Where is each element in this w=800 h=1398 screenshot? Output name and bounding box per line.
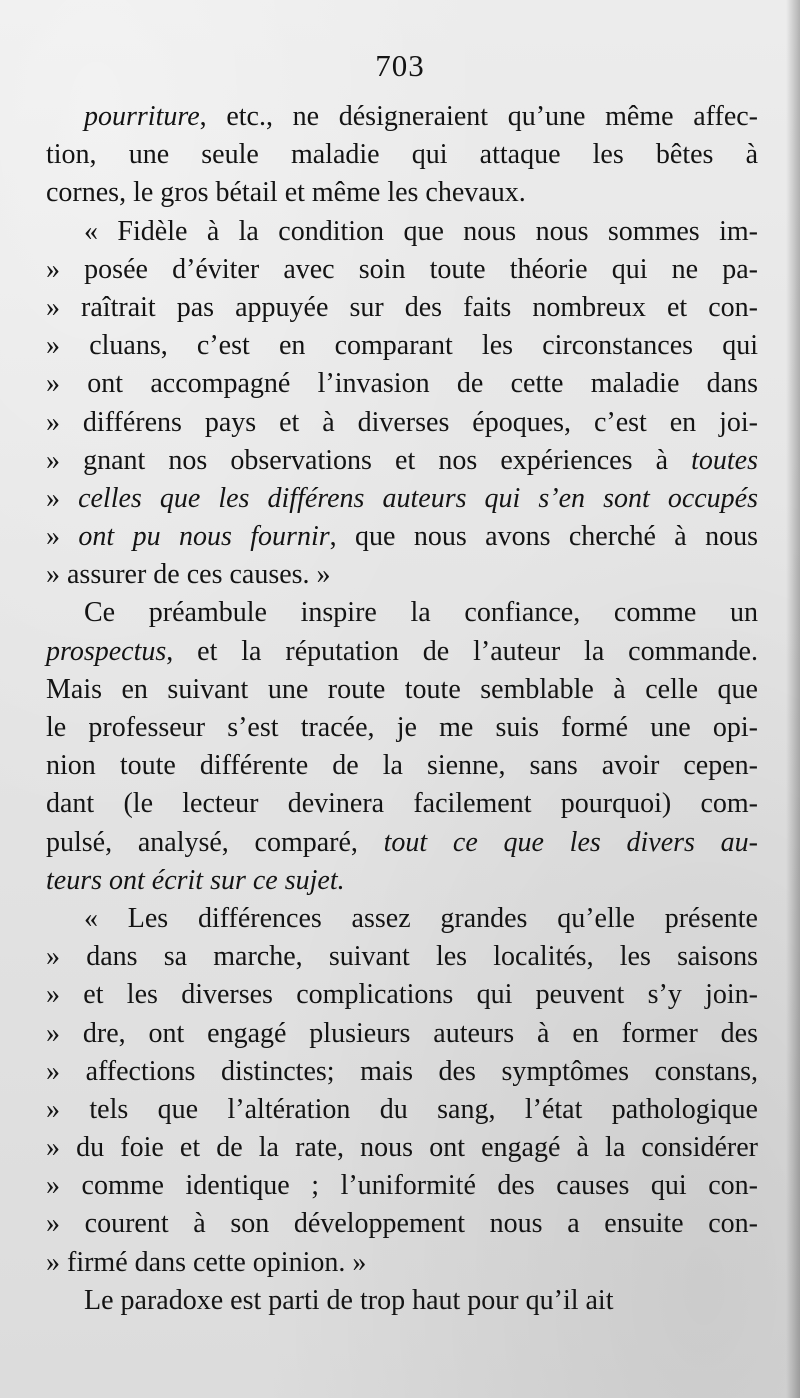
text-line: [46, 174, 758, 212]
text-line: [46, 709, 758, 747]
text-line: [46, 633, 758, 671]
text-segment: pulsé, analysé, comparé,: [46, 826, 384, 858]
text-line: [46, 594, 758, 632]
text-line: [46, 1129, 758, 1167]
paragraph: [46, 98, 758, 213]
text-line: [46, 1244, 758, 1282]
text-segment: »: [46, 521, 79, 553]
text-segment: »: [46, 482, 79, 514]
text-line: [46, 900, 758, 938]
text-segment: , et la réputation de l’auteur la commande.: [166, 635, 758, 667]
text-segment: » posée d’éviter avec soin toute théorie qui ne pa-: [46, 253, 758, 285]
text-line: [46, 98, 758, 136]
text-line: [46, 136, 758, 174]
text-line: [46, 1282, 758, 1320]
text-segment: » comme identique ; l’uniformité des causes qui con-: [46, 1170, 758, 1202]
text-segment: » dre, ont engagé plusieurs auteurs à en former des: [46, 1017, 758, 1049]
text-segment: le professeur s’est tracée, je me suis formé une opi-: [46, 712, 758, 743]
text-segment: » gnant nos observations et nos expériences à: [46, 444, 692, 476]
text-line: [46, 404, 758, 442]
text-segment: » courent à son développement nous a ensuite con-: [46, 1208, 758, 1240]
italic-text: prospectus: [46, 635, 167, 667]
text-segment: » et les diverses complications qui peuvent s’y join-: [46, 979, 758, 1011]
text-segment: cornes, le gros bétail et même les chevaux.: [46, 177, 526, 209]
text-line: [46, 938, 758, 976]
text-segment: » du foie et de la rate, nous ont engagé à la considérer: [46, 1132, 758, 1164]
text-segment: » affections distinctes; mais des symptômes constans,: [46, 1055, 758, 1087]
text-line: [46, 442, 758, 480]
italic-text: ont pu nous fournir: [78, 521, 330, 553]
text-line: [46, 747, 758, 785]
italic-text: pourriture: [84, 101, 200, 132]
text-line: [46, 480, 758, 518]
paragraph: [46, 900, 758, 1282]
text-segment: » raîtrait pas appuyée sur des faits nombreux et con-: [46, 291, 758, 323]
text-segment: » tels que l’altération du sang, l’état pathologique: [46, 1093, 758, 1125]
text-line: [46, 976, 758, 1014]
paragraph: [46, 1282, 758, 1320]
text-segment: » assurer de ces causes. »: [46, 559, 331, 591]
italic-text: teurs ont écrit sur ce sujet.: [46, 864, 345, 896]
text-segment: » ont accompagné l’invasion de cette maladie dans: [46, 368, 758, 400]
italic-text: tout ce que les divers au-: [383, 826, 758, 858]
text-segment: , etc., ne désigneraient qu’une même affec-: [199, 101, 758, 132]
text-line: [46, 785, 758, 823]
text-segment: » différens pays et à diverses époques, c’est en joi-: [46, 406, 758, 438]
text-line: [46, 824, 758, 862]
text-segment: » dans sa marche, suivant les localités, les saisons: [46, 941, 758, 973]
text-line: [46, 1091, 758, 1129]
text-segment: tion, une seule maladie qui attaque les bêtes à: [46, 139, 758, 171]
paragraph: [46, 594, 758, 900]
text-segment: » firmé dans cette opinion. »: [46, 1246, 367, 1278]
text-segment: « Fidèle à la condition que nous nous sommes im-: [84, 215, 758, 247]
italic-text: celles que les différens auteurs qui s’en sont occupés: [78, 482, 759, 514]
body-text: [46, 98, 758, 1320]
text-segment: nion toute différente de la sienne, sans avoir cepen-: [46, 750, 758, 782]
paragraph: [46, 213, 758, 595]
text-segment: dant (le lecteur devinera facilement pourquoi) com-: [46, 788, 758, 820]
text-line: [46, 1015, 758, 1053]
text-segment: Le paradoxe est parti de trop haut pour qu’il ait: [84, 1284, 614, 1316]
text-segment: Mais en suivant une route toute semblable à celle que: [46, 673, 758, 705]
page-number: 703: [375, 48, 425, 83]
text-line: [46, 365, 758, 403]
text-line: [46, 213, 758, 251]
text-line: [46, 518, 758, 556]
text-line: [46, 327, 758, 365]
text-line: [46, 671, 758, 709]
text-segment: « Les différences assez grandes qu’elle présente: [84, 902, 758, 934]
text-line: [46, 862, 758, 900]
text-line: [46, 289, 758, 327]
italic-text: toutes: [691, 444, 758, 476]
text-line: [46, 1053, 758, 1091]
text-segment: » cluans, c’est en comparant les circonstances qui: [46, 330, 758, 362]
page-edge-shadow: [786, 0, 800, 1398]
text-segment: Ce préambule inspire la confiance, comme un: [84, 597, 758, 629]
text-segment: , que nous avons cherché à nous: [329, 521, 759, 553]
text-line: [46, 251, 758, 289]
text-line: [46, 556, 758, 594]
text-line: [46, 1205, 758, 1243]
text-line: [46, 1167, 758, 1205]
